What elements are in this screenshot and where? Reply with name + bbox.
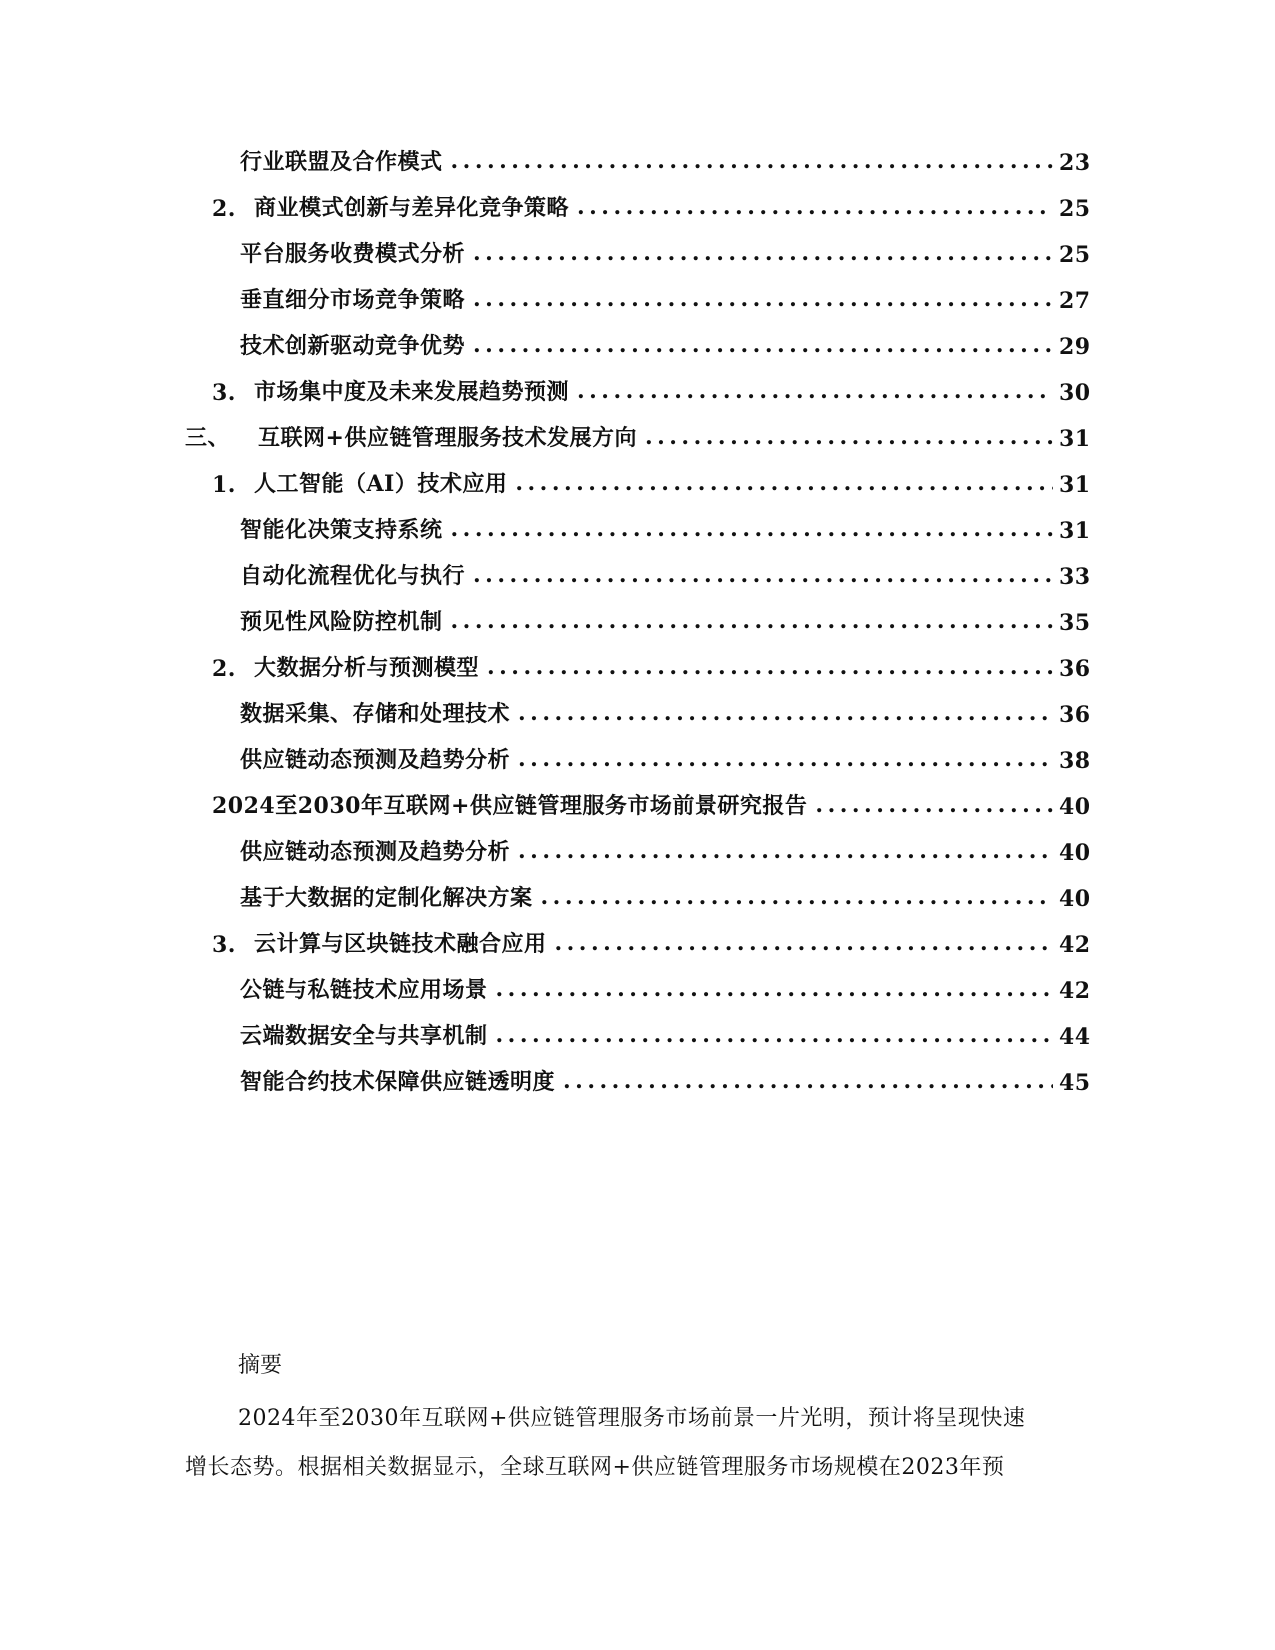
- toc-entry-page: 29: [1059, 334, 1091, 360]
- toc-entry-page: 36: [1059, 702, 1091, 728]
- toc-entry-page: 35: [1059, 610, 1091, 636]
- toc-entry-title: 智能合约技术保障供应链透明度: [240, 1069, 556, 1095]
- abstract-line: 增长态势。根据相关数据显示，全球互联网+供应链管理服务市场规模在2023年预: [185, 1455, 1005, 1480]
- toc-entry-page: 44: [1059, 1024, 1091, 1050]
- toc-entry[interactable]: [212, 462, 1091, 498]
- toc-entry-number: 三、: [185, 425, 231, 451]
- toc-entry-page: 40: [1059, 794, 1091, 820]
- toc-entry[interactable]: [212, 646, 1091, 682]
- toc-entry[interactable]: [240, 968, 1091, 1004]
- toc-entry-page: 42: [1059, 932, 1091, 958]
- toc-entry[interactable]: [185, 416, 1091, 452]
- abstract-paragraph: [185, 1394, 1085, 1492]
- toc-entry-page: 31: [1059, 472, 1091, 498]
- toc-leader-dots: [515, 470, 1053, 496]
- toc-entry[interactable]: [240, 278, 1091, 314]
- toc-entry-title: 数据采集、存储和处理技术: [240, 701, 511, 727]
- toc-leader-dots: [645, 424, 1053, 450]
- toc-entry-title: 技术创新驱动竞争优势: [240, 333, 466, 359]
- toc-entry-title: 公链与私链技术应用场景: [240, 977, 488, 1003]
- toc-entry[interactable]: [240, 554, 1091, 590]
- toc-entry-page: 27: [1059, 288, 1091, 314]
- toc-leader-dots: [563, 1068, 1053, 1094]
- toc-entry-title: 2024至2030年互联网+供应链管理服务市场前景研究报告: [212, 793, 808, 819]
- toc-leader-dots: [451, 608, 1053, 634]
- toc-entry[interactable]: [212, 370, 1091, 406]
- toc-entry-page: 25: [1059, 242, 1091, 268]
- toc-entry-title: 云端数据安全与共享机制: [240, 1023, 488, 1049]
- toc-entry[interactable]: [240, 738, 1091, 774]
- toc-entry-title: 平台服务收费模式分析: [240, 241, 466, 267]
- toc-entry-title: 自动化流程优化与执行: [240, 563, 466, 589]
- toc-entry[interactable]: [212, 784, 1091, 820]
- abstract-line: 2024年至2030年互联网+供应链管理服务市场前景一片光明，预计将呈现快速: [238, 1406, 1026, 1431]
- toc-entry-title: 智能化决策支持系统: [240, 517, 443, 543]
- toc-entry-number: 2.: [212, 196, 236, 222]
- toc-leader-dots: [451, 516, 1053, 542]
- toc-entry-page: 42: [1059, 978, 1091, 1004]
- toc-entry-page: 40: [1059, 886, 1091, 912]
- toc-entry-page: 38: [1059, 748, 1091, 774]
- toc-entry-title: 行业联盟及合作模式: [240, 149, 443, 175]
- toc-entry-page: 31: [1059, 518, 1091, 544]
- toc-entry[interactable]: [240, 324, 1091, 360]
- toc-entry[interactable]: [240, 600, 1091, 636]
- toc-leader-dots: [554, 930, 1053, 956]
- toc-leader-dots: [473, 562, 1053, 588]
- toc-leader-dots: [518, 746, 1053, 772]
- toc-entry[interactable]: [240, 508, 1091, 544]
- toc-entry-title: 预见性风险防控机制: [240, 609, 443, 635]
- toc-entry-page: 30: [1059, 380, 1091, 406]
- toc-entry-title: 人工智能（AI）技术应用: [253, 471, 508, 497]
- toc-entry-title: 供应链动态预测及趋势分析: [240, 839, 511, 865]
- toc-entry-title: 基于大数据的定制化解决方案: [240, 885, 533, 911]
- toc-entry[interactable]: [240, 140, 1091, 176]
- toc-entry[interactable]: [240, 692, 1091, 728]
- toc-entry-page: 33: [1059, 564, 1091, 590]
- toc-entry-title: 互联网+供应链管理服务技术发展方向: [258, 425, 637, 451]
- toc-entry-number: 2.: [212, 656, 236, 682]
- toc-entry-page: 31: [1059, 426, 1091, 452]
- toc-entry[interactable]: [240, 876, 1091, 912]
- toc-entry-number: 3.: [212, 380, 236, 406]
- toc-entry-title: 大数据分析与预测模型: [253, 655, 479, 681]
- toc-leader-dots: [541, 884, 1053, 910]
- toc-entry-title: 云计算与区块链技术融合应用: [253, 931, 547, 957]
- toc-leader-dots: [473, 286, 1053, 312]
- toc-entry-page: 36: [1059, 656, 1091, 682]
- toc-entry-number: 3.: [212, 932, 236, 958]
- toc-leader-dots: [473, 240, 1053, 266]
- toc-leader-dots: [577, 194, 1053, 220]
- toc-entry-title: 商业模式创新与差异化竞争策略: [253, 195, 569, 221]
- toc-entry-page: 25: [1059, 196, 1091, 222]
- toc-entry[interactable]: [240, 232, 1091, 268]
- toc-leader-dots: [496, 976, 1053, 1002]
- toc-entry-page: 23: [1059, 150, 1091, 176]
- toc-entry[interactable]: [240, 1014, 1091, 1050]
- toc-entry[interactable]: [240, 1060, 1091, 1096]
- abstract-heading: 摘要: [238, 1353, 283, 1378]
- toc-entry[interactable]: [212, 186, 1091, 222]
- toc-leader-dots: [473, 332, 1053, 358]
- toc-leader-dots: [518, 700, 1053, 726]
- toc-leader-dots: [451, 148, 1053, 174]
- toc-leader-dots: [518, 838, 1053, 864]
- toc-leader-dots: [496, 1022, 1053, 1048]
- toc-leader-dots: [577, 378, 1053, 404]
- toc-entry[interactable]: [240, 830, 1091, 866]
- toc-entry-title: 垂直细分市场竞争策略: [240, 287, 466, 313]
- toc-leader-dots: [487, 654, 1053, 680]
- toc-leader-dots: [815, 792, 1053, 818]
- toc-entry-title: 供应链动态预测及趋势分析: [240, 747, 511, 773]
- toc-entry-title: 市场集中度及未来发展趋势预测: [253, 379, 569, 405]
- toc-entry-page: 40: [1059, 840, 1091, 866]
- toc-entry[interactable]: [212, 922, 1091, 958]
- toc-entry-page: 45: [1059, 1070, 1091, 1096]
- toc-entry-number: 1.: [212, 472, 236, 498]
